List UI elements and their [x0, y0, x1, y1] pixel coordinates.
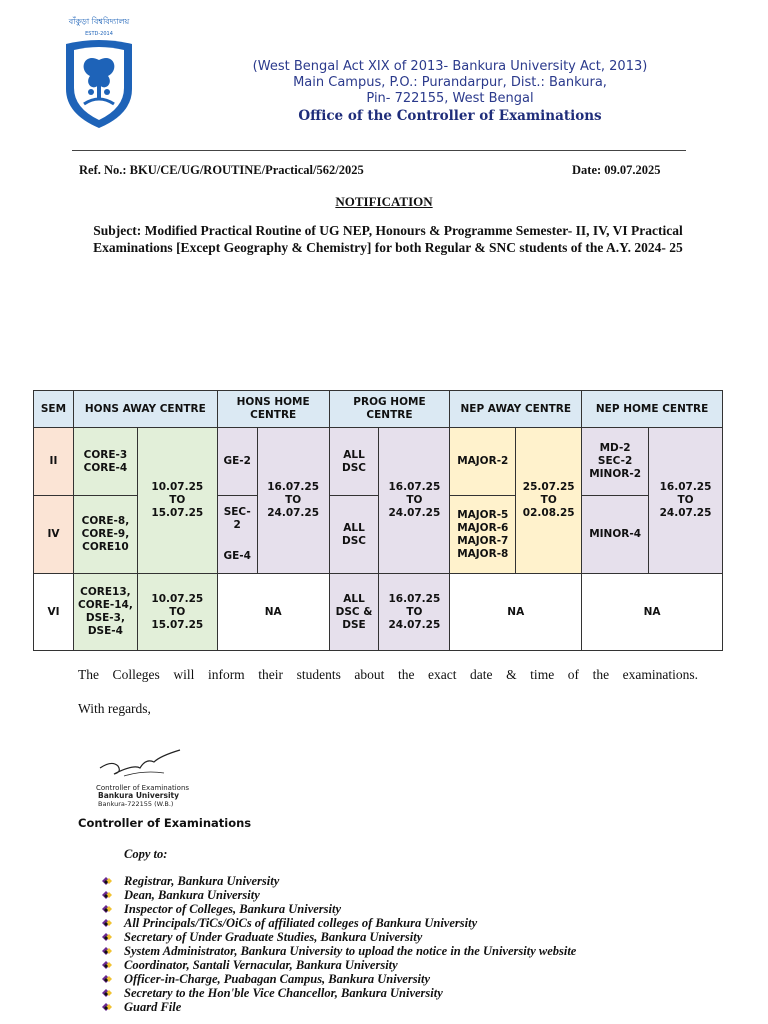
header-nep-home: NEP HOME CENTRE: [582, 391, 723, 428]
subject-cell: CORE13, CORE-14, DSE-3, DSE-4: [73, 574, 137, 651]
subject-cell: MD-2 SEC-2 MINOR-2: [582, 428, 649, 496]
header-hons-home: HONS HOME CENTRE: [217, 391, 329, 428]
stamp-line2: Bankura University: [98, 791, 179, 800]
logo-estd: ESTD-2014: [85, 31, 113, 37]
list-item: Registrar, Bankura University: [100, 874, 576, 888]
act-line: (West Bengal Act XIX of 2013- Bankura University Act, 2013): [252, 59, 648, 74]
na-cell: NA: [450, 574, 582, 651]
list-item: Officer-in-Charge, Puabagan Campus, Bankura University: [100, 972, 576, 986]
diamond-bullet-icon: [100, 903, 114, 915]
copy-to-list: [100, 874, 576, 1014]
list-item: All Principals/TiCs/OiCs of affiliated colleges of Bankura University: [100, 916, 576, 930]
date-cell: 16.07.25 TO 24.07.25: [649, 428, 723, 574]
list-item: Coordinator, Santali Vernacular, Bankura University: [100, 958, 576, 972]
table-row: [34, 574, 723, 651]
list-item: Dean, Bankura University: [100, 888, 576, 902]
notice-date: Date: 09.07.2025: [572, 163, 661, 177]
subject-cell: MINOR-4: [582, 496, 649, 574]
subject-sec2: SEC-2: [223, 506, 251, 531]
date-cell: 25.07.25 TO 02.08.25: [516, 428, 582, 574]
list-item: Secretary to the Hon'ble Vice Chancellor, Bankura University: [100, 986, 576, 1000]
date-cell: 16.07.25 TO 24.07.25: [379, 428, 450, 574]
address-line1: Main Campus, P.O.: Purandarpur, Dist.: Bankura,: [293, 75, 607, 90]
subject-cell: CORE-3 CORE-4: [73, 428, 137, 496]
sem-cell: VI: [34, 574, 74, 651]
reference-number: Ref. No.: BKU/CE/UG/ROUTINE/Practical/562/2025: [79, 163, 364, 177]
diamond-bullet-icon: [100, 875, 114, 887]
subject-cell: MAJOR-5 MAJOR-6 MAJOR-7 MAJOR-8: [450, 496, 516, 574]
diamond-bullet-icon: [100, 889, 114, 901]
na-cell: NA: [217, 574, 329, 651]
date-cell: 16.07.25 TO 24.07.25: [257, 428, 329, 574]
list-item: System Administrator, Bankura University to upload the notice in the University website: [100, 944, 576, 958]
notification-title: NOTIFICATION: [335, 194, 433, 209]
subject-cell: [217, 496, 257, 574]
subject-cell: ALL DSC: [329, 428, 379, 496]
diamond-bullet-icon: [100, 931, 114, 943]
list-item: Guard File: [100, 1000, 576, 1014]
diamond-bullet-icon: [100, 917, 114, 929]
date-cell: 10.07.25 TO 15.07.25: [137, 574, 217, 651]
subject-cell: ALL DSC & DSE: [329, 574, 379, 651]
diamond-bullet-icon: [100, 1001, 114, 1013]
header-hons-away: HONS AWAY CENTRE: [73, 391, 217, 428]
subject-cell: ALL DSC: [329, 496, 379, 574]
diamond-bullet-icon: [100, 945, 114, 957]
regards-text: With regards,: [78, 701, 151, 716]
address-line2: Pin- 722155, West Bengal: [366, 91, 534, 106]
na-cell: NA: [582, 574, 723, 651]
logo-bengali-text: বাঁকুড়া বিশ্ববিদ্যালয়: [68, 17, 130, 26]
subject-cell: CORE-8, CORE-9, CORE10: [73, 496, 137, 574]
header-prog-home: PROG HOME CENTRE: [329, 391, 450, 428]
university-header: [240, 59, 660, 124]
header-sem: SEM: [34, 391, 74, 428]
stamp-line1: Controller of Examinations: [96, 784, 190, 792]
table-row: [34, 428, 723, 496]
diamond-bullet-icon: [100, 987, 114, 999]
header-nep-away: NEP AWAY CENTRE: [450, 391, 582, 428]
diamond-bullet-icon: [100, 973, 114, 985]
date-cell: 10.07.25 TO 15.07.25: [137, 428, 217, 574]
signatory-title: Controller of Examinations: [78, 816, 252, 830]
routine-table: [33, 390, 723, 651]
list-item: Secretary of Under Graduate Studies, Bankura University: [100, 930, 576, 944]
header-divider: [72, 150, 686, 151]
subject-line2: Examinations [Except Geography & Chemistry] for both Regular & SNC students of the A.Y. 2024- 25: [93, 240, 683, 255]
subject-line1: Subject: Modified Practical Routine of UG NEP, Honours & Programme Semester- II, IV, VI Practical: [93, 223, 683, 238]
diamond-bullet-icon: [100, 959, 114, 971]
table-row: [34, 496, 723, 574]
office-title: Office of the Controller of Examinations: [298, 108, 602, 124]
inform-paragraph: The Colleges will inform their students about the exact date & time of the examinations.: [78, 667, 698, 682]
copy-to-label: Copy to:: [124, 847, 168, 861]
sem-cell: II: [34, 428, 74, 496]
list-item: Inspector of Colleges, Bankura University: [100, 902, 576, 916]
university-logo: [54, 14, 144, 132]
sem-cell: IV: [34, 496, 74, 574]
date-cell: 16.07.25 TO 24.07.25: [379, 574, 450, 651]
subject-cell: MAJOR-2: [450, 428, 516, 496]
subject-cell: GE-2: [217, 428, 257, 496]
stamp-line3: Bankura-722155 (W.B.): [98, 800, 174, 808]
subject: [48, 222, 728, 256]
signature-stamp: [94, 746, 204, 808]
table-header-row: [34, 391, 723, 428]
subject-ge4: GE-4: [223, 550, 251, 562]
